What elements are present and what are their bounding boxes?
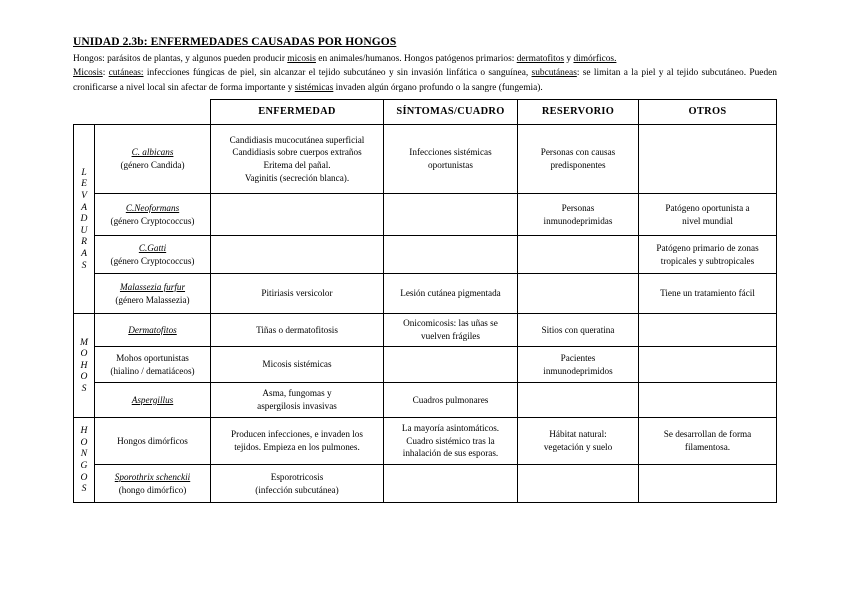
- group-letter: R: [81, 236, 87, 248]
- otros-cell: [639, 274, 777, 314]
- reservorio-cell: [518, 125, 639, 194]
- organism-name: C.Gatti: [138, 242, 167, 253]
- group-letter: N: [80, 448, 88, 460]
- group-letter: E: [81, 178, 87, 190]
- organism-genus: (género Cryptococcus): [110, 215, 195, 226]
- otros-line: Patógeno oportunista a: [665, 202, 750, 213]
- reservorio-cell: [518, 194, 639, 236]
- sintomas-cell: [384, 383, 518, 418]
- reservorio-line: inmunodeprimidos: [543, 365, 613, 376]
- header-row: [74, 100, 777, 125]
- otros-cell: [639, 383, 777, 418]
- sintomas-cell: [384, 347, 518, 383]
- reservorio-line: vegetación y suelo: [543, 442, 613, 452]
- otros-line: Patógeno primario de zonas: [656, 242, 759, 253]
- table-row: [74, 418, 777, 465]
- dermatofitos-term: dermatofitos: [516, 54, 565, 64]
- organism-name: Dermatofitos: [128, 324, 177, 335]
- organism-genus: (género Malassezia): [115, 294, 190, 305]
- organism-name: Sporothrix schenckii: [114, 471, 191, 482]
- reservorio-cell: [518, 418, 639, 465]
- sistemicas-term: sistémicas: [294, 82, 334, 93]
- fungi-table: [73, 99, 777, 503]
- organism-name: Hongos dimórficos: [117, 435, 188, 446]
- sintomas-cell: [384, 125, 518, 194]
- reservorio-cell: [518, 314, 639, 347]
- group-letter: O: [80, 436, 88, 448]
- header-otros: OTROS: [639, 100, 777, 125]
- sintomas-line: Lesión cutánea pigmentada: [400, 288, 501, 299]
- sintomas-line: vuelven frágiles: [421, 331, 480, 341]
- table-row: [74, 236, 777, 274]
- enfermedad-cell: [211, 236, 384, 274]
- reservorio-cell: [518, 236, 639, 274]
- sintomas-cell: [384, 465, 518, 503]
- organism-name: Malassezia furfur: [119, 281, 186, 292]
- enfermedad-line: tejidos. Empieza en los pulmones.: [234, 442, 360, 452]
- group-letter: A: [81, 247, 87, 259]
- sintomas-line: Cuadro sistémico tras la: [406, 435, 495, 446]
- micosis-term: micosis: [287, 54, 316, 64]
- group-letter: L: [81, 166, 87, 178]
- table-row: [74, 194, 777, 236]
- enfermedad-line: Asma, fungomas y: [262, 388, 332, 399]
- organism-cell: [95, 125, 211, 194]
- organism-name: C.Neoformans: [125, 202, 180, 213]
- reservorio-line: Hábitat natural:: [549, 429, 607, 440]
- reservorio-cell: [518, 465, 639, 503]
- otros-line: Tiene un tratamiento fácil: [660, 288, 755, 299]
- reservorio-line: Personas: [561, 202, 595, 213]
- enfermedad-line: Micosis sistémicas: [262, 359, 332, 370]
- header-blank: [74, 100, 211, 125]
- otros-cell: [639, 236, 777, 274]
- intro-text: [73, 52, 777, 95]
- table-row: [74, 314, 777, 347]
- otros-cell: [639, 125, 777, 194]
- enfermedad-cell: [211, 465, 384, 503]
- page-title: UNIDAD 2.3b: ENFERMEDADES CAUSADAS POR HONGOS: [73, 36, 397, 48]
- enfermedad-line: Eritema del pañal.: [263, 160, 331, 170]
- reservorio-cell: [518, 347, 639, 383]
- intro-line-2: Micosis: cutáneas: infecciones fúngicas de piel, sin alcanzar el tejido subcutáneo y sin invasión linfática o sanguínea, subcutáneas: se limitan a la piel y al tejido subcutáneo. Pueden cronificarse a nivel local sin afectar de forma importante y sistémicas invaden algún órgano profundo o la sangre (fungemia).: [73, 68, 777, 93]
- otros-cell: [639, 418, 777, 465]
- organism-cell: [95, 383, 211, 418]
- otros-cell: [639, 194, 777, 236]
- enfermedad-cell: [211, 194, 384, 236]
- organism-genus: (hialino / dematiáceos): [110, 365, 195, 376]
- group-letter: O: [80, 371, 88, 383]
- sintomas-cell: [384, 236, 518, 274]
- organism-genus: (hongo dimórfico): [118, 484, 187, 495]
- organism-cell: [95, 418, 211, 465]
- table-row: [74, 465, 777, 503]
- sintomas-cell: [384, 274, 518, 314]
- enfermedad-line: Pitiriasis versicolor: [261, 288, 333, 299]
- header-enfermedad: ENFERMEDAD: [211, 100, 384, 125]
- enfermedad-cell: [211, 125, 384, 194]
- reservorio-line: Personas con causas: [540, 147, 616, 158]
- sintomas-cell: [384, 314, 518, 347]
- sintomas-line: oportunistas: [428, 160, 473, 170]
- enfermedad-cell: [211, 274, 384, 314]
- sintomas-cell: [384, 418, 518, 465]
- enfermedad-line: Candidiasis mucocutánea superficial: [229, 134, 365, 145]
- group-letter: U: [80, 224, 88, 236]
- cutaneas-term: cutáneas:: [108, 68, 144, 79]
- enfermedad-line: Tiñas o dermatofitosis: [256, 324, 338, 335]
- enfermedad-line: Candidiasis sobre cuerpos extraños: [232, 147, 362, 158]
- organism-cell: [95, 314, 211, 347]
- hongos-group-label: [74, 418, 95, 503]
- mohos-group-label: [74, 314, 95, 418]
- group-letter: M: [80, 336, 88, 348]
- organism-genus: (género Candida): [120, 160, 185, 170]
- header-reservorio: RESERVORIO: [518, 100, 639, 125]
- enfermedad-cell: [211, 383, 384, 418]
- enfermedad-cell: [211, 418, 384, 465]
- otros-line: tropicales y subtropicales: [660, 255, 755, 266]
- enfermedad-cell: [211, 347, 384, 383]
- organism-name: Mohos oportunistas: [116, 352, 189, 363]
- levaduras-group-label: [74, 125, 95, 314]
- organism-cell: [95, 274, 211, 314]
- sintomas-cell: [384, 194, 518, 236]
- enfermedad-line: Esporotricosis: [270, 471, 324, 482]
- enfermedad-line: Vaginitis (secreción blanca).: [244, 172, 350, 183]
- enfermedad-line: aspergilosis invasivas: [257, 401, 337, 411]
- table-row: [74, 347, 777, 383]
- group-letter: V: [81, 190, 87, 202]
- table-row: [74, 274, 777, 314]
- enfermedad-line: (infección subcutánea): [255, 484, 339, 495]
- group-letter: S: [81, 483, 87, 495]
- reservorio-line: inmunodeprimidas: [543, 215, 613, 226]
- sintomas-line: Infecciones sistémicas: [409, 147, 492, 158]
- dimorficos-term: dimórficos.: [573, 54, 617, 64]
- otros-cell: [639, 347, 777, 383]
- reservorio-cell: [518, 274, 639, 314]
- organism-name: Aspergillus: [131, 394, 174, 405]
- sintomas-line: Cuadros pulmonares: [412, 394, 489, 405]
- group-letter: O: [80, 348, 88, 360]
- organism-cell: [95, 194, 211, 236]
- group-letter: H: [80, 425, 88, 437]
- otros-line: filamentosa.: [684, 442, 731, 452]
- otros-cell: [639, 465, 777, 503]
- reservorio-line: predisponentes: [550, 160, 606, 170]
- table-row: [74, 383, 777, 418]
- reservorio-line: Sitios con queratina: [541, 324, 615, 335]
- sintomas-line: Onicomicosis: las uñas se: [403, 318, 498, 329]
- organism-cell: [95, 465, 211, 503]
- group-letter: S: [81, 382, 87, 394]
- sintomas-line: La mayoría asintomáticos.: [401, 423, 500, 434]
- group-letter: A: [81, 201, 87, 213]
- subcutaneas-term: subcutáneas: [531, 68, 577, 79]
- otros-line: Se desarrollan de forma: [663, 429, 752, 440]
- group-letter: O: [80, 471, 88, 483]
- group-letter: G: [80, 460, 88, 471]
- organism-cell: [95, 347, 211, 383]
- group-letter: D: [80, 213, 88, 225]
- sintomas-line: inhalación de sus esporas.: [402, 448, 499, 459]
- group-letter: H: [80, 359, 88, 371]
- group-letter: S: [81, 259, 87, 271]
- reservorio-line: Pacientes: [560, 352, 596, 363]
- intro-line-1: Hongos: parásitos de plantas, y algunos pueden producir micosis en animales/humanos. Hongos patógenos primarios: dermatofitos y dimórficos.: [73, 54, 617, 64]
- enfermedad-line: Producen infecciones, e invaden los: [231, 429, 363, 440]
- organism-genus: (género Cryptococcus): [110, 255, 195, 266]
- table-row: [74, 125, 777, 194]
- enfermedad-cell: [211, 314, 384, 347]
- reservorio-cell: [518, 383, 639, 418]
- otros-cell: [639, 314, 777, 347]
- micosis-heading: Micosis: [73, 68, 103, 79]
- organism-name: C. albicans: [131, 147, 174, 158]
- header-sintomas: SÍNTOMAS/CUADRO: [384, 100, 518, 125]
- otros-line: nivel mundial: [682, 215, 733, 226]
- organism-cell: [95, 236, 211, 274]
